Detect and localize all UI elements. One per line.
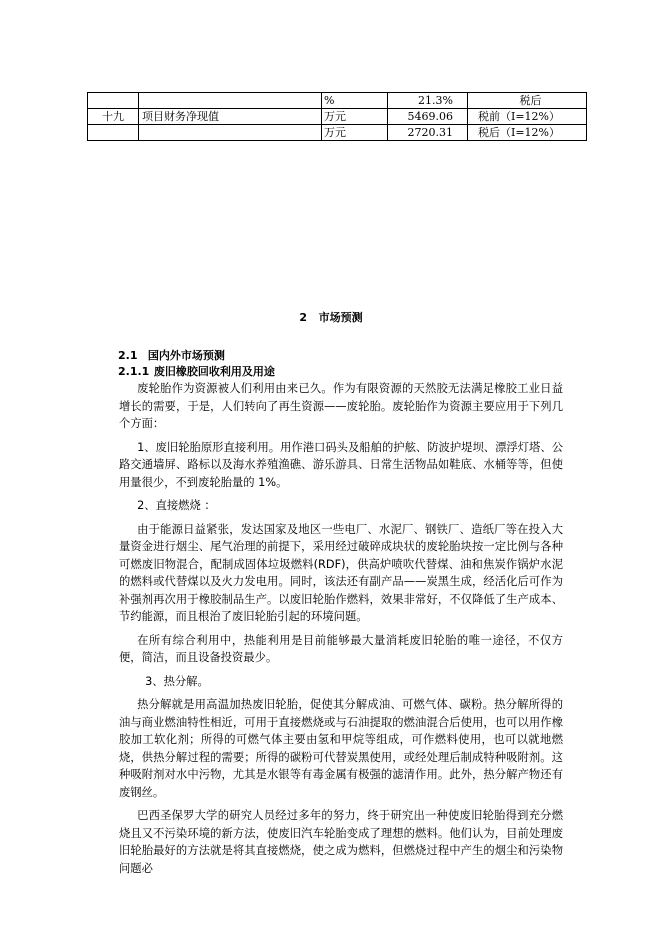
table-row bbox=[88, 93, 587, 109]
table-cell-unit: 万元 bbox=[322, 109, 388, 125]
paragraph: 废轮胎作为资源被人们利用由来已久。作为有限资源的天然胶无法满足橡胶工业日益增长的需要，于是，人们转向了再生资源——废轮胎。废轮胎作为资源主要应用于下列几个方面： bbox=[119, 382, 563, 430]
table-cell-value: 2720.31 bbox=[388, 125, 468, 141]
table-row bbox=[88, 125, 587, 141]
section-title: 市场预测 bbox=[318, 311, 363, 324]
table-cell-item bbox=[139, 125, 322, 141]
table-cell-no: 十九 bbox=[88, 109, 139, 125]
subsection-number: 2.1 bbox=[118, 349, 138, 362]
paragraph: 2、直接燃烧 ： bbox=[137, 499, 216, 512]
subsubsection-title: 废旧橡胶回收利用及用途 bbox=[153, 365, 275, 378]
subsection-heading bbox=[118, 347, 225, 363]
paragraph: 1、废旧轮胎原形直接利用。用作港口码头及船舶的护舷、防波护堤坝、漂浮灯塔、公路交通墙屏、路标以及海水养殖渔礁、游乐游具、日常生活物品如鞋底、水桶等等，但使用量很少，不到废轮胎量的 1%。 bbox=[119, 440, 563, 489]
table-cell-unit: 万元 bbox=[322, 125, 388, 141]
paragraph: 在所有综合利用中，热能利用是目前能够最大量消耗废旧轮胎的唯一途径，不仅方便，简洁，而且设备投资最少。 bbox=[119, 633, 563, 664]
table-cell-value: 5469.06 bbox=[388, 109, 468, 125]
table-cell-value: 21.3% bbox=[388, 93, 468, 109]
table-cell-item bbox=[139, 93, 322, 109]
subsubsection-number: 2.1.1 bbox=[118, 365, 150, 378]
section-heading bbox=[0, 309, 662, 325]
table-cell-note: 税后（I=12%） bbox=[468, 125, 587, 141]
section-number: 2 bbox=[299, 311, 308, 324]
paragraph: 由于能源日益紧张，发达国家及地区一些电厂、水泥厂、钢铁厂、造纸厂等在投入大量资金进行烟尘、尾气治理的前提下，采用经过破碎成块状的废轮胎块按一定比例与各种可燃废旧物混合，配制成固体垃圾燃料(RDF)，供高炉喷吹代替煤、油和焦炭作锅炉水泥的燃料或代替煤以及火力发电用。同时，该法还有副产品——炭黑生成，经活化后可作为补强剂再次用于橡胶制品生产。以废旧轮胎作燃料，效果非常好，不仅降低了生产成本、节约能源，而且根治了废旧轮胎引起的环境问题。 bbox=[119, 522, 563, 623]
table-cell-no bbox=[88, 125, 139, 141]
subsubsection-heading bbox=[118, 363, 275, 379]
paragraph: 热分解就是用高温加热废旧轮胎，促使其分解成油、可燃气体、碳粉。热分解所得的油与商业燃油特性相近，可用于直接燃烧或与石油提取的燃油混合后使用，也可以用作橡胶加工软化剂；所得的可燃气体主要由氢和甲烷等组成，可作燃料使用，也可以就地燃烧，供热分解过程的需要；所得的碳粉可代替炭黑使用，或经处理后制成特种吸附剂。这种吸附剂对水中污物，尤其是水银等有毒金属有极强的滤清作用。此外，热分解产物还有废钢丝。 bbox=[119, 698, 563, 799]
table-row bbox=[88, 109, 587, 125]
paragraph: 3、热分解。 bbox=[145, 674, 209, 688]
subsection-title: 国内外市场预测 bbox=[147, 349, 225, 362]
body-text bbox=[119, 380, 563, 883]
table-cell-note: 税后 bbox=[468, 93, 587, 109]
table-cell-unit: % bbox=[322, 93, 388, 109]
table-cell-no bbox=[88, 93, 139, 109]
table-cell-item: 项目财务净现值 bbox=[139, 109, 322, 125]
paragraph: 巴西圣保罗大学的研究人员经过多年的努力，终于研究出一种使废旧轮胎得到充分燃烧且又不污染环境的新方法，使废旧汽车轮胎变成了理想的燃料。他们认为，目前处理废旧轮胎最好的方法就是将其直接燃烧，使之成为燃料，但燃烧过程中产生的烟尘和污染物问题必 bbox=[119, 809, 563, 875]
financial-table bbox=[87, 92, 587, 141]
table-cell-note: 税前（I=12%） bbox=[468, 109, 587, 125]
